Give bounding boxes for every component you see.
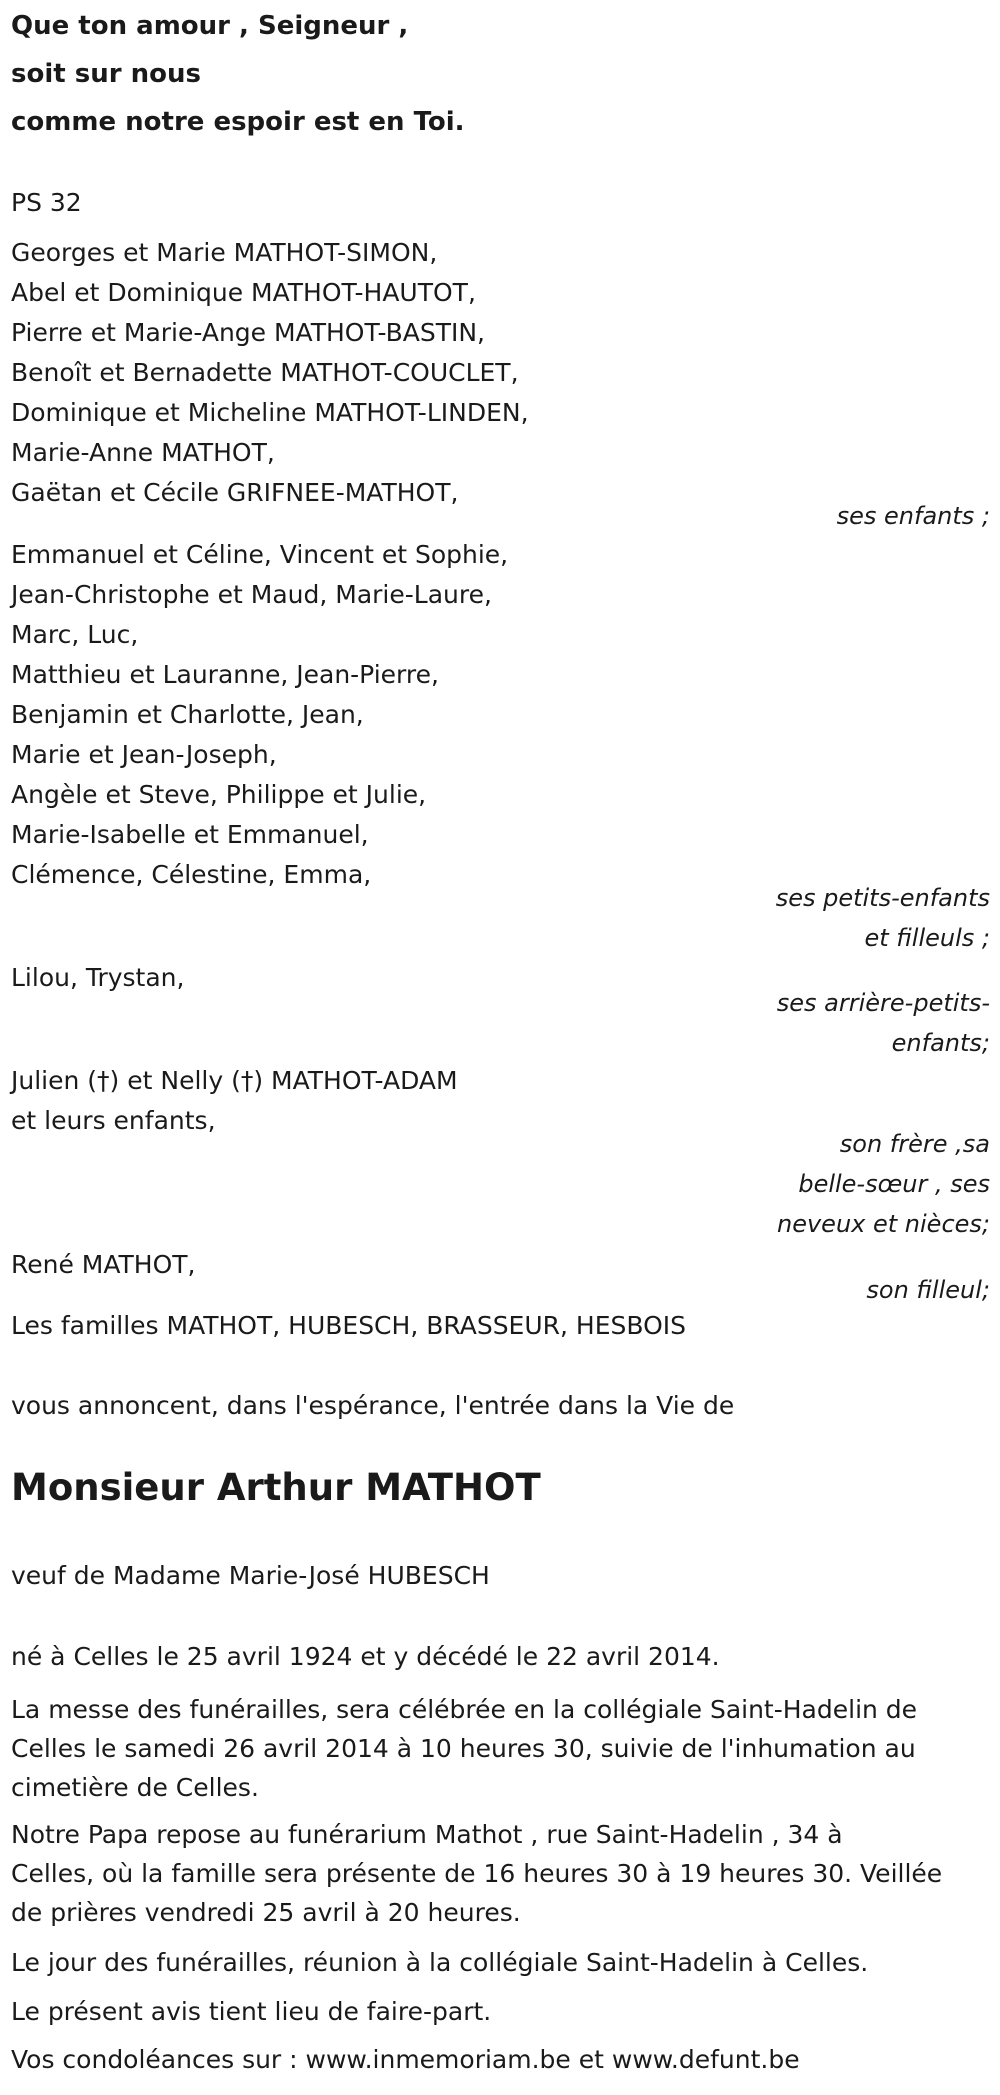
verse-line: comme notre espoir est en Toi. — [11, 107, 465, 137]
funerarium-line: Celles, où la famille sera présente de 16 heures 30 à 19 heures 30. Veillée — [11, 1859, 943, 1888]
announcement: vous annoncent, dans l'espérance, l'entrée dans la Vie de — [11, 1391, 735, 1420]
funeral-mass-line: cimetière de Celles. — [11, 1773, 259, 1802]
family-name-line: Emmanuel et Céline, Vincent et Sophie, — [11, 540, 509, 569]
family-name-line: Marie et Jean-Joseph, — [11, 740, 277, 769]
godson-role — [866, 1270, 990, 1310]
funeral-mass — [11, 1690, 917, 1807]
verse-reference: PS 32 — [11, 188, 82, 217]
siblings-role — [777, 1124, 990, 1244]
funerarium-line: Notre Papa repose au funérarium Mathot , rue Saint-Hadelin , 34 à — [11, 1820, 843, 1849]
family-name-line: Marc, Luc, — [11, 620, 139, 649]
widower-of: veuf de Madame Marie-José HUBESCH — [11, 1561, 490, 1590]
deceased-name: Monsieur Arthur MATHOT — [11, 1466, 541, 1509]
family-name-line: Clémence, Célestine, Emma, — [11, 860, 372, 889]
funerarium — [11, 1815, 942, 1932]
verse-line: Que ton amour , Seigneur , — [11, 11, 409, 41]
verse — [11, 2, 465, 146]
family-name-line: Jean-Christophe et Maud, Marie-Laure, — [11, 580, 492, 609]
funeral-mass-line: Celles le samedi 26 avril 2014 à 10 heures 30, suivie de l'inhumation au — [11, 1734, 916, 1763]
family-name-line: Matthieu et Lauranne, Jean-Pierre, — [11, 660, 439, 689]
children-role — [837, 496, 990, 536]
role-line: enfants; — [891, 1029, 990, 1057]
grandchildren-role — [776, 878, 990, 958]
role-line: ses arrière-petits- — [776, 989, 990, 1017]
siblings-names — [11, 1061, 458, 1141]
family-name-line: Julien (†) et Nelly (†) MATHOT-ADAM — [11, 1066, 458, 1095]
godson-names — [11, 1245, 196, 1285]
family-name-line: Abel et Dominique MATHOT-HAUTOT, — [11, 278, 476, 307]
family-name-line: Marie-Anne MATHOT, — [11, 438, 275, 467]
birth-death: né à Celles le 25 avril 1924 et y décédé le 22 avril 2014. — [11, 1642, 720, 1671]
children-names — [11, 233, 529, 513]
family-name-line: Dominique et Micheline MATHOT-LINDEN, — [11, 398, 529, 427]
funerarium-line: de prières vendredi 25 avril à 20 heures. — [11, 1898, 521, 1927]
verse-line: soit sur nous — [11, 59, 201, 89]
funeral-mass-line: La messe des funérailles, sera célébrée en la collégiale Saint-Hadelin de — [11, 1695, 918, 1724]
great-grandchildren-names — [11, 958, 184, 998]
role-line: et filleuls ; — [864, 924, 990, 952]
family-name-line: Benjamin et Charlotte, Jean, — [11, 700, 364, 729]
family-name-line: et leurs enfants, — [11, 1106, 216, 1135]
family-name-line: Angèle et Steve, Philippe et Julie, — [11, 780, 427, 809]
family-name-line: René MATHOT, — [11, 1250, 196, 1279]
role-line: ses enfants ; — [836, 502, 990, 530]
meeting-info: Le jour des funérailles, réunion à la collégiale Saint-Hadelin à Celles. — [11, 1948, 869, 1977]
role-line: neveux et nièces; — [777, 1210, 990, 1238]
role-line: belle-sœur , ses — [798, 1170, 990, 1198]
role-line: ses petits-enfants — [775, 884, 990, 912]
family-name-line: Marie-Isabelle et Emmanuel, — [11, 820, 369, 849]
grandchildren-names — [11, 535, 508, 895]
families-line: Les familles MATHOT, HUBESCH, BRASSEUR, HESBOIS — [11, 1311, 687, 1340]
family-name-line: Benoît et Bernadette MATHOT-COUCLET, — [11, 358, 519, 387]
great-grandchildren-role — [777, 983, 990, 1063]
family-name-line: Lilou, Trystan, — [11, 963, 185, 992]
condolences: Vos condoléances sur : www.inmemoriam.be et www.defunt.be — [11, 2045, 800, 2074]
family-name-line: Gaëtan et Cécile GRIFNEE-MATHOT, — [11, 478, 459, 507]
family-name-line: Georges et Marie MATHOT-SIMON, — [11, 238, 438, 267]
role-line: son frère ,sa — [839, 1130, 990, 1158]
role-line: son filleul; — [866, 1276, 990, 1304]
family-name-line: Pierre et Marie-Ange MATHOT-BASTIN, — [11, 318, 485, 347]
notice: Le présent avis tient lieu de faire-part. — [11, 1997, 492, 2026]
